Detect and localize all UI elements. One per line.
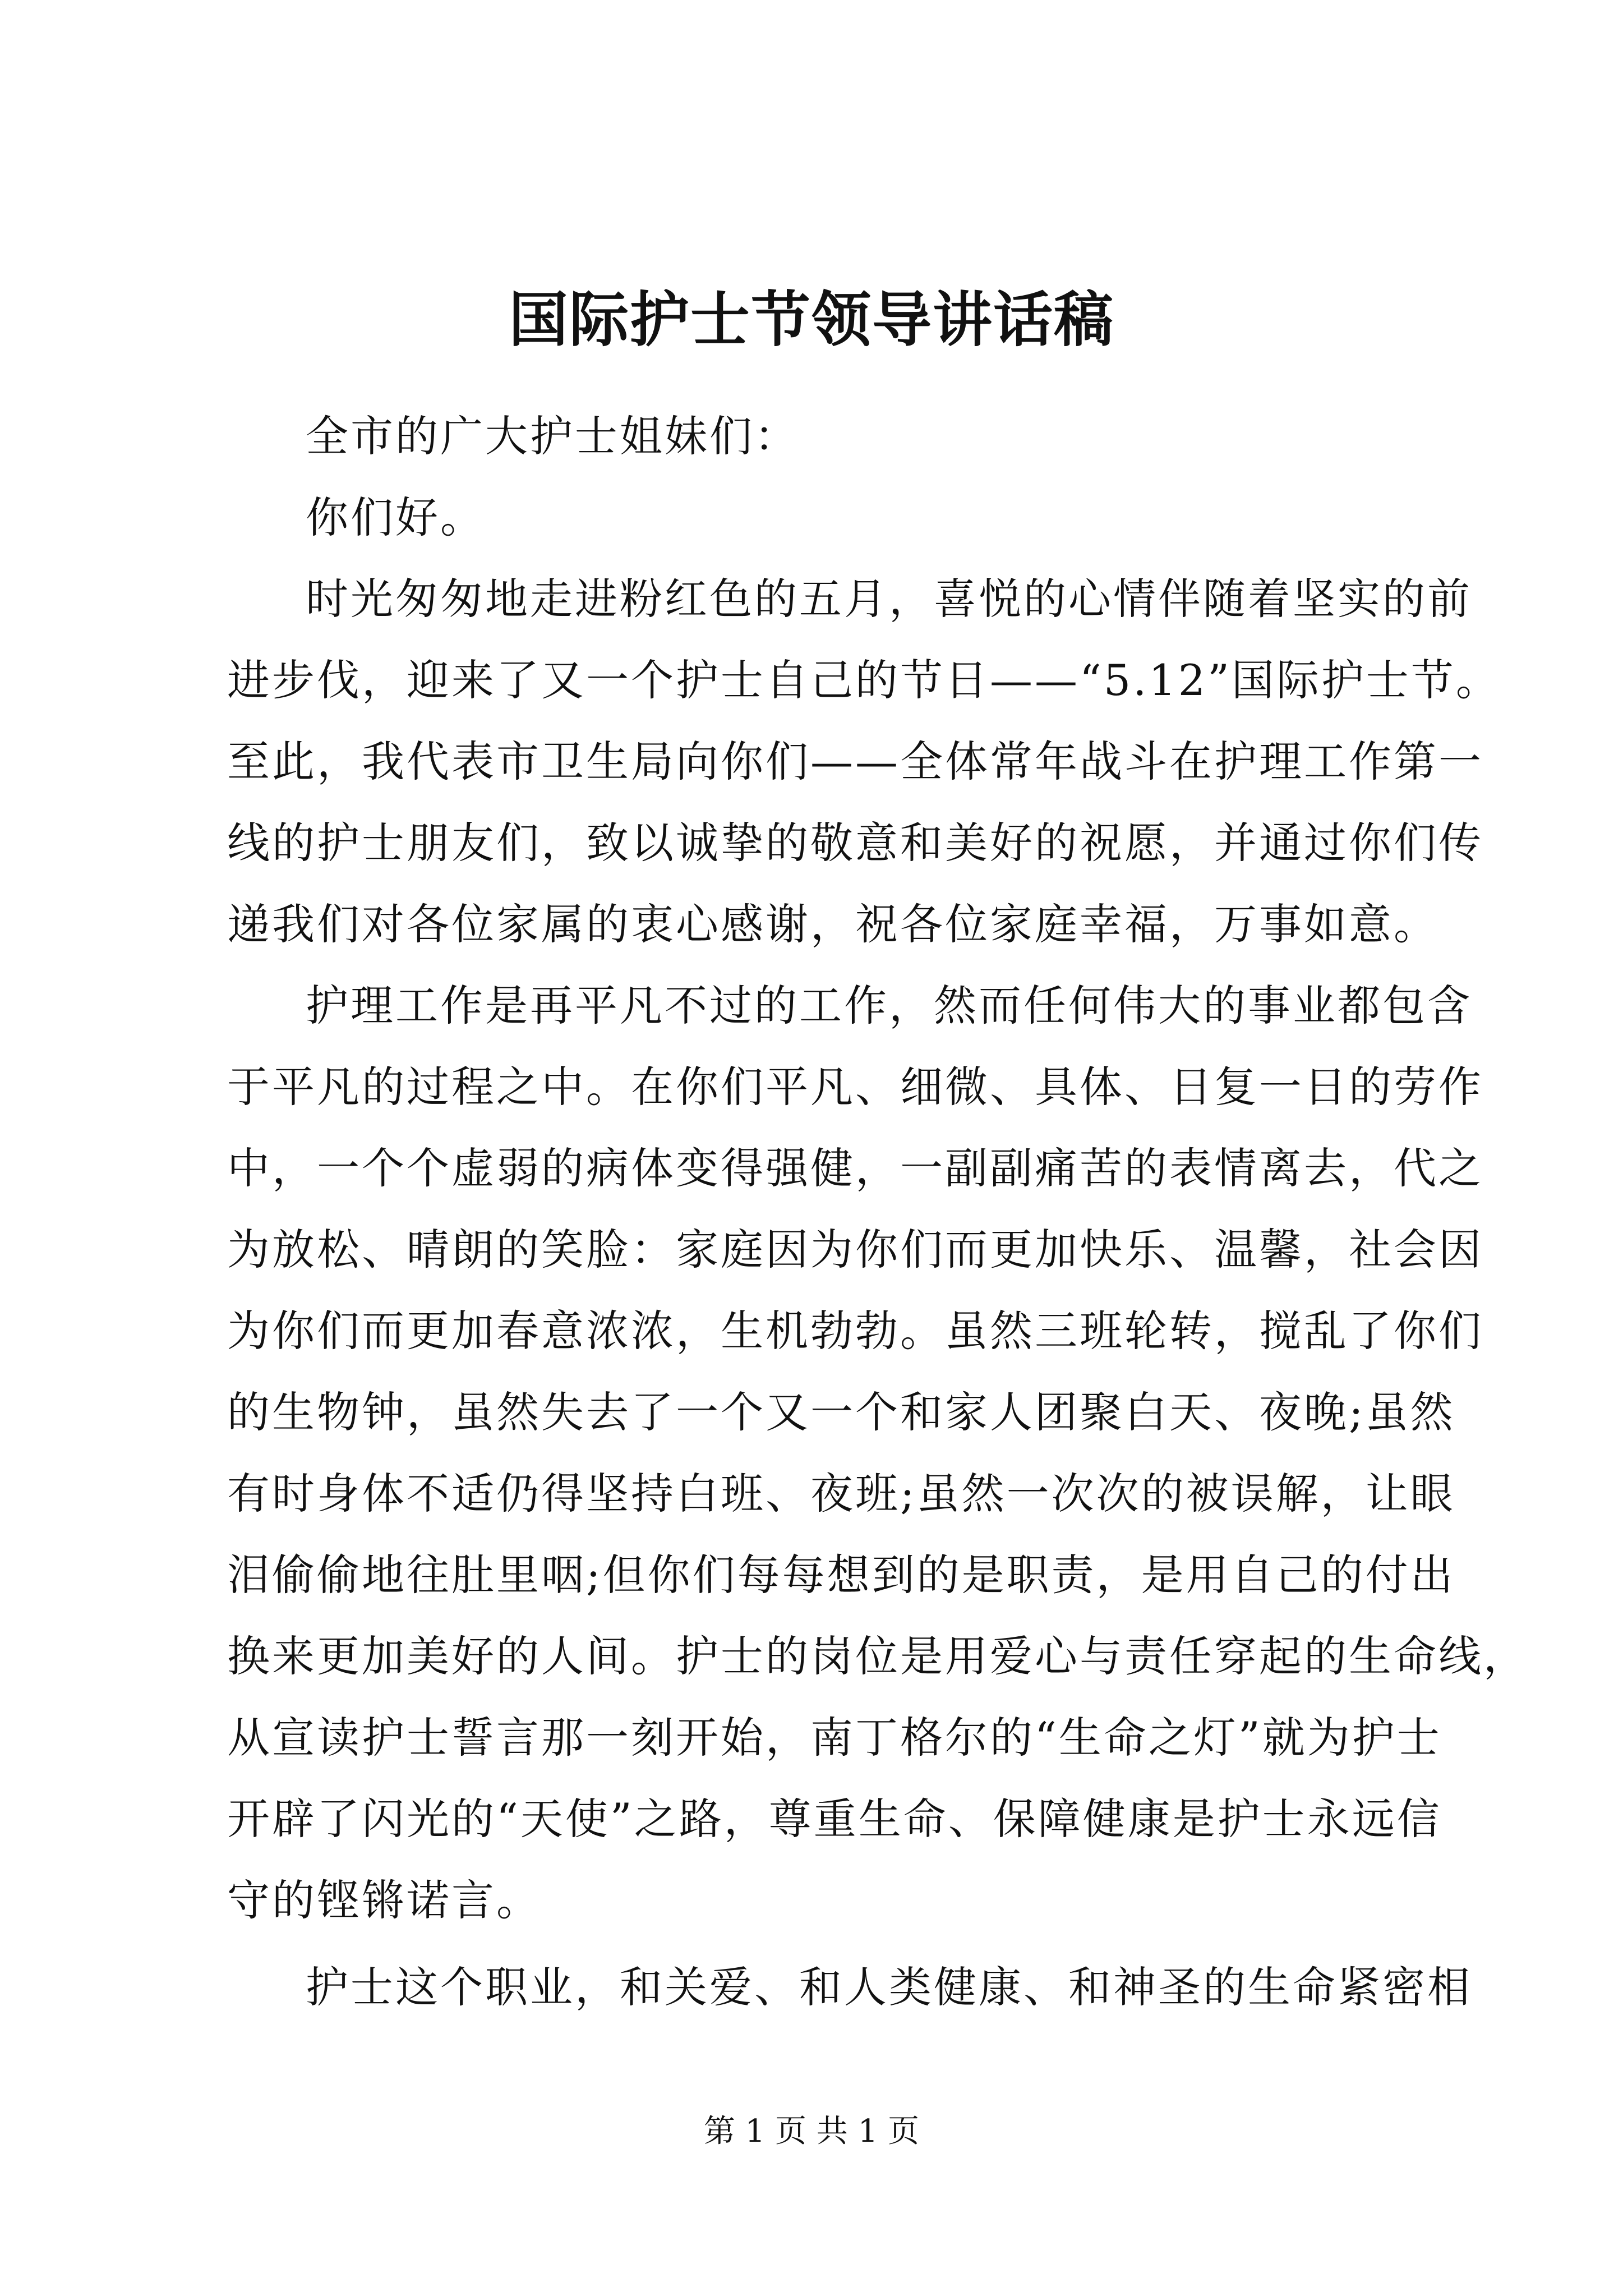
document-title: 国际护士节领导讲话稿 (509, 284, 1114, 355)
paragraph-2-line-11: 开辟了闪光的“天使”之路，尊重生命、保障健康是护士永远信 (227, 1794, 1442, 1844)
paragraph-1-line-4: 线的护士朋友们，致以诚挚的敬意和美好的祝愿，并通过你们传 (227, 818, 1483, 868)
paragraph-1-line-1: 时光匆匆地走进粉红色的五月，喜悦的心情伴随着坚实的前 (306, 574, 1472, 624)
paragraph-1-line-3: 至此，我代表市卫生局向你们——全体常年战斗在护理工作第一 (227, 737, 1483, 786)
greeting-line: 你们好。 (306, 493, 485, 542)
paragraph-2-line-7: 有时身体不适仍得坚持白班、夜班;虽然一次次的被误解，让眼 (227, 1469, 1455, 1519)
paragraph-2-line-6: 的生物钟，虽然失去了一个又一个和家人团聚白天、夜晚;虽然 (227, 1387, 1455, 1437)
paragraph-2-line-12: 守的铿锵诺言。 (227, 1875, 541, 1925)
paragraph-2-line-5: 为你们而更加春意浓浓，生机勃勃。虽然三班轮转，搅乱了你们 (227, 1306, 1483, 1356)
paragraph-2-line-3: 中，一个个虚弱的病体变得强健，一副副痛苦的表情离去，代之 (227, 1143, 1483, 1193)
paragraph-2-line-10: 从宣读护士誓言那一刻开始，南丁格尔的“生命之灯”就为护士 (227, 1713, 1442, 1763)
salutation-line: 全市的广大护士姐妹们： (306, 411, 799, 461)
paragraph-1-line-5: 递我们对各位家属的衷心感谢，祝各位家庭幸福，万事如意。 (227, 899, 1438, 949)
paragraph-2-line-1: 护理工作是再平凡不过的工作，然而任何伟大的事业都包含 (306, 981, 1472, 1030)
page-number-footer: 第 1 页 共 1 页 (703, 2113, 920, 2150)
paragraph-2-line-4: 为放松、晴朗的笑脸：家庭因为你们而更加快乐、温馨，社会因 (227, 1225, 1483, 1274)
paragraph-2-line-9: 换来更加美好的人间。护士的岗位是用爱心与责任穿起的生命线， (227, 1631, 1528, 1681)
paragraph-3-line-1: 护士这个职业，和关爱、和人类健康、和神圣的生命紧密相 (306, 1962, 1472, 2012)
paragraph-2-line-2: 于平凡的过程之中。在你们平凡、细微、具体、日复一日的劳作 (227, 1062, 1483, 1112)
paragraph-2-line-8: 泪偷偷地往肚里咽;但你们每每想到的是职责，是用自己的付出 (227, 1550, 1455, 1600)
paragraph-1-line-2: 进步伐，迎来了又一个护士自己的节日——“5.12”国际护士节。 (227, 655, 1501, 705)
